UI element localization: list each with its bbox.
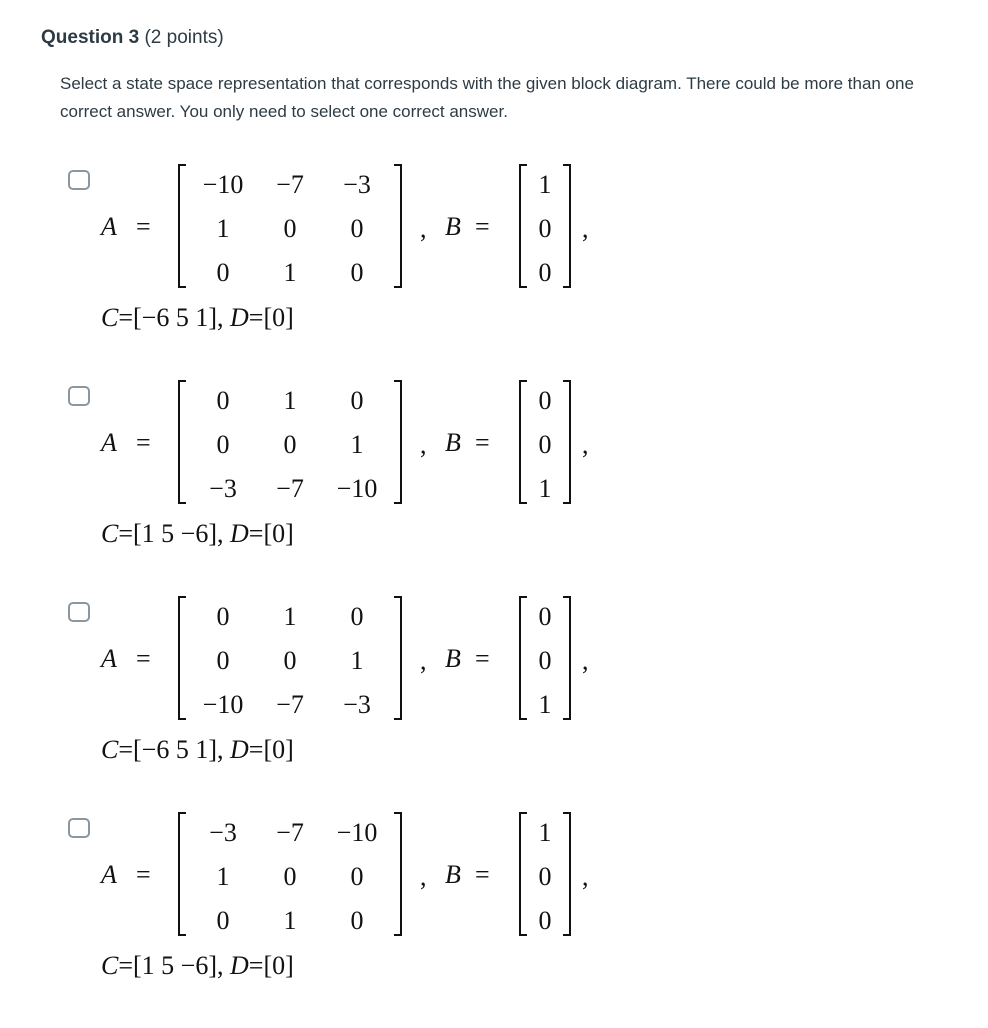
matrix-a-entry: 0 bbox=[283, 862, 297, 891]
matrix-a-entry: −3 bbox=[209, 818, 237, 847]
matrix-a-entry: 0 bbox=[283, 646, 297, 675]
matrix-a-entry: −3 bbox=[343, 690, 371, 719]
matrix-b-right-bracket bbox=[563, 380, 571, 504]
equals-sign: = bbox=[248, 735, 264, 764]
matrix-a-entry: −10 bbox=[336, 818, 378, 847]
matrix-c-symbol: C bbox=[101, 735, 119, 764]
matrix-c-value: [−6 5 1] bbox=[133, 303, 217, 332]
matrix-a-symbol: A bbox=[101, 644, 117, 673]
comma: , bbox=[582, 862, 589, 891]
matrix-a-entry: 0 bbox=[216, 602, 230, 631]
matrix-a-entry: −7 bbox=[276, 474, 304, 503]
matrix-a-entry: 0 bbox=[350, 386, 364, 415]
matrix-a-entry: 0 bbox=[350, 258, 364, 287]
question-prompt: Select a state space representation that corresponds with the given block diagram. There could be more than one correct answer. You only need to select one correct answer. bbox=[60, 74, 914, 121]
question-number: Question 3 bbox=[41, 27, 140, 48]
equals-sign: = bbox=[136, 860, 151, 889]
answer-option-3 bbox=[0, 602, 988, 812]
matrix-c-value: [−6 5 1] bbox=[133, 735, 217, 764]
matrix-b-symbol: B bbox=[445, 212, 461, 241]
matrix-a-left-bracket bbox=[178, 596, 186, 720]
matrix-a-entry: −3 bbox=[209, 474, 237, 503]
state-space-equations bbox=[0, 170, 988, 380]
matrix-a-entry: 1 bbox=[216, 214, 230, 243]
matrix-a-entry: 0 bbox=[350, 862, 364, 891]
matrix-a-entry: 0 bbox=[283, 430, 297, 459]
matrix-d-symbol: D bbox=[230, 519, 249, 548]
matrix-a-entry: −7 bbox=[276, 818, 304, 847]
equals-sign: = bbox=[475, 212, 490, 241]
question-title bbox=[41, 27, 224, 49]
comma: , bbox=[420, 430, 427, 459]
matrix-a-right-bracket bbox=[394, 164, 402, 288]
comma: , bbox=[420, 862, 427, 891]
comma: , bbox=[582, 214, 589, 243]
matrix-b-entry: 0 bbox=[538, 602, 552, 631]
equals-sign: = bbox=[136, 428, 151, 457]
matrix-a-entry: −7 bbox=[276, 690, 304, 719]
matrix-a-symbol: A bbox=[101, 428, 117, 457]
equals-sign: = bbox=[118, 951, 134, 980]
matrix-b-right-bracket bbox=[563, 164, 571, 288]
question-points: (2 points) bbox=[144, 27, 224, 48]
matrix-d-symbol: D bbox=[230, 951, 249, 980]
comma: , bbox=[217, 735, 224, 764]
matrix-a-left-bracket bbox=[178, 812, 186, 936]
equals-sign: = bbox=[118, 303, 134, 332]
matrix-b-left-bracket bbox=[519, 380, 527, 504]
matrix-a-entry: −3 bbox=[343, 170, 371, 199]
matrix-c-value: [1 5 −6] bbox=[133, 519, 217, 548]
equals-sign: = bbox=[136, 212, 151, 241]
matrix-a-entry: 0 bbox=[350, 214, 364, 243]
matrix-a-entry: 0 bbox=[283, 214, 297, 243]
matrix-d-symbol: D bbox=[230, 303, 249, 332]
output-equation-row bbox=[101, 951, 294, 981]
matrix-b-entry: 0 bbox=[538, 214, 552, 243]
matrix-b-entry: 0 bbox=[538, 906, 552, 935]
answer-option-4 bbox=[0, 818, 988, 1028]
output-equation-row bbox=[101, 735, 294, 765]
comma: , bbox=[217, 951, 224, 980]
matrix-b-entry: 1 bbox=[538, 690, 552, 719]
matrix-a-left-bracket bbox=[178, 164, 186, 288]
matrix-a-entry: −10 bbox=[336, 474, 378, 503]
matrix-b-entry: 0 bbox=[538, 258, 552, 287]
matrix-b-symbol: B bbox=[445, 428, 461, 457]
matrix-a-symbol: A bbox=[101, 212, 117, 241]
matrix-b-entry: 1 bbox=[538, 818, 552, 847]
matrix-b-symbol: B bbox=[445, 860, 461, 889]
matrix-b-entry: 0 bbox=[538, 646, 552, 675]
comma: , bbox=[420, 646, 427, 675]
matrix-d-value: [0] bbox=[263, 951, 294, 980]
matrix-b-entry: 1 bbox=[538, 474, 552, 503]
matrix-a-entry: 1 bbox=[283, 906, 297, 935]
matrix-a-right-bracket bbox=[394, 812, 402, 936]
matrix-a-entry: −10 bbox=[202, 690, 244, 719]
matrix-c-symbol: C bbox=[101, 519, 119, 548]
matrix-b-left-bracket bbox=[519, 596, 527, 720]
matrix-a-right-bracket bbox=[394, 380, 402, 504]
matrix-a-entry: 1 bbox=[283, 386, 297, 415]
comma: , bbox=[582, 430, 589, 459]
matrix-a-entry: 1 bbox=[283, 258, 297, 287]
matrix-a-entry: 0 bbox=[216, 386, 230, 415]
matrix-a-entry: −7 bbox=[276, 170, 304, 199]
matrix-c-value: [1 5 −6] bbox=[133, 951, 217, 980]
matrix-b-left-bracket bbox=[519, 164, 527, 288]
matrix-a-entry: 0 bbox=[216, 906, 230, 935]
matrix-b-entry: 1 bbox=[538, 170, 552, 199]
matrix-c-symbol: C bbox=[101, 303, 119, 332]
equals-sign: = bbox=[248, 951, 264, 980]
equals-sign: = bbox=[475, 644, 490, 673]
matrix-a-entry: 0 bbox=[350, 602, 364, 631]
matrix-a-entry: 0 bbox=[216, 258, 230, 287]
output-equation-row bbox=[101, 303, 294, 333]
comma: , bbox=[420, 214, 427, 243]
equals-sign: = bbox=[475, 428, 490, 457]
matrix-b-symbol: B bbox=[445, 644, 461, 673]
output-equation-row bbox=[101, 519, 294, 549]
equals-sign: = bbox=[248, 303, 264, 332]
matrix-d-value: [0] bbox=[263, 519, 294, 548]
matrix-b-right-bracket bbox=[563, 812, 571, 936]
state-space-equations bbox=[0, 386, 988, 596]
matrix-d-value: [0] bbox=[263, 303, 294, 332]
state-space-equations bbox=[0, 818, 988, 1028]
matrix-b-entry: 0 bbox=[538, 862, 552, 891]
comma: , bbox=[217, 519, 224, 548]
matrix-a-entry: −10 bbox=[202, 170, 244, 199]
matrix-a-entry: 1 bbox=[350, 430, 364, 459]
equals-sign: = bbox=[475, 860, 490, 889]
matrix-d-symbol: D bbox=[230, 735, 249, 764]
matrix-a-entry: 0 bbox=[216, 430, 230, 459]
equals-sign: = bbox=[136, 644, 151, 673]
matrix-b-right-bracket bbox=[563, 596, 571, 720]
equals-sign: = bbox=[118, 735, 134, 764]
equals-sign: = bbox=[248, 519, 264, 548]
matrix-a-symbol: A bbox=[101, 860, 117, 889]
comma: , bbox=[217, 303, 224, 332]
comma: , bbox=[582, 646, 589, 675]
matrix-b-entry: 0 bbox=[538, 430, 552, 459]
matrix-a-entry: 0 bbox=[216, 646, 230, 675]
matrix-a-entry: 1 bbox=[216, 862, 230, 891]
matrix-a-entry: 1 bbox=[350, 646, 364, 675]
matrix-a-left-bracket bbox=[178, 380, 186, 504]
matrix-d-value: [0] bbox=[263, 735, 294, 764]
matrix-b-left-bracket bbox=[519, 812, 527, 936]
equals-sign: = bbox=[118, 519, 134, 548]
answer-option-1 bbox=[0, 170, 988, 380]
matrix-a-entry: 0 bbox=[350, 906, 364, 935]
matrix-b-entry: 0 bbox=[538, 386, 552, 415]
matrix-a-entry: 1 bbox=[283, 602, 297, 631]
state-space-equations bbox=[0, 602, 988, 812]
matrix-c-symbol: C bbox=[101, 951, 119, 980]
answer-option-2 bbox=[0, 386, 988, 596]
matrix-a-right-bracket bbox=[394, 596, 402, 720]
